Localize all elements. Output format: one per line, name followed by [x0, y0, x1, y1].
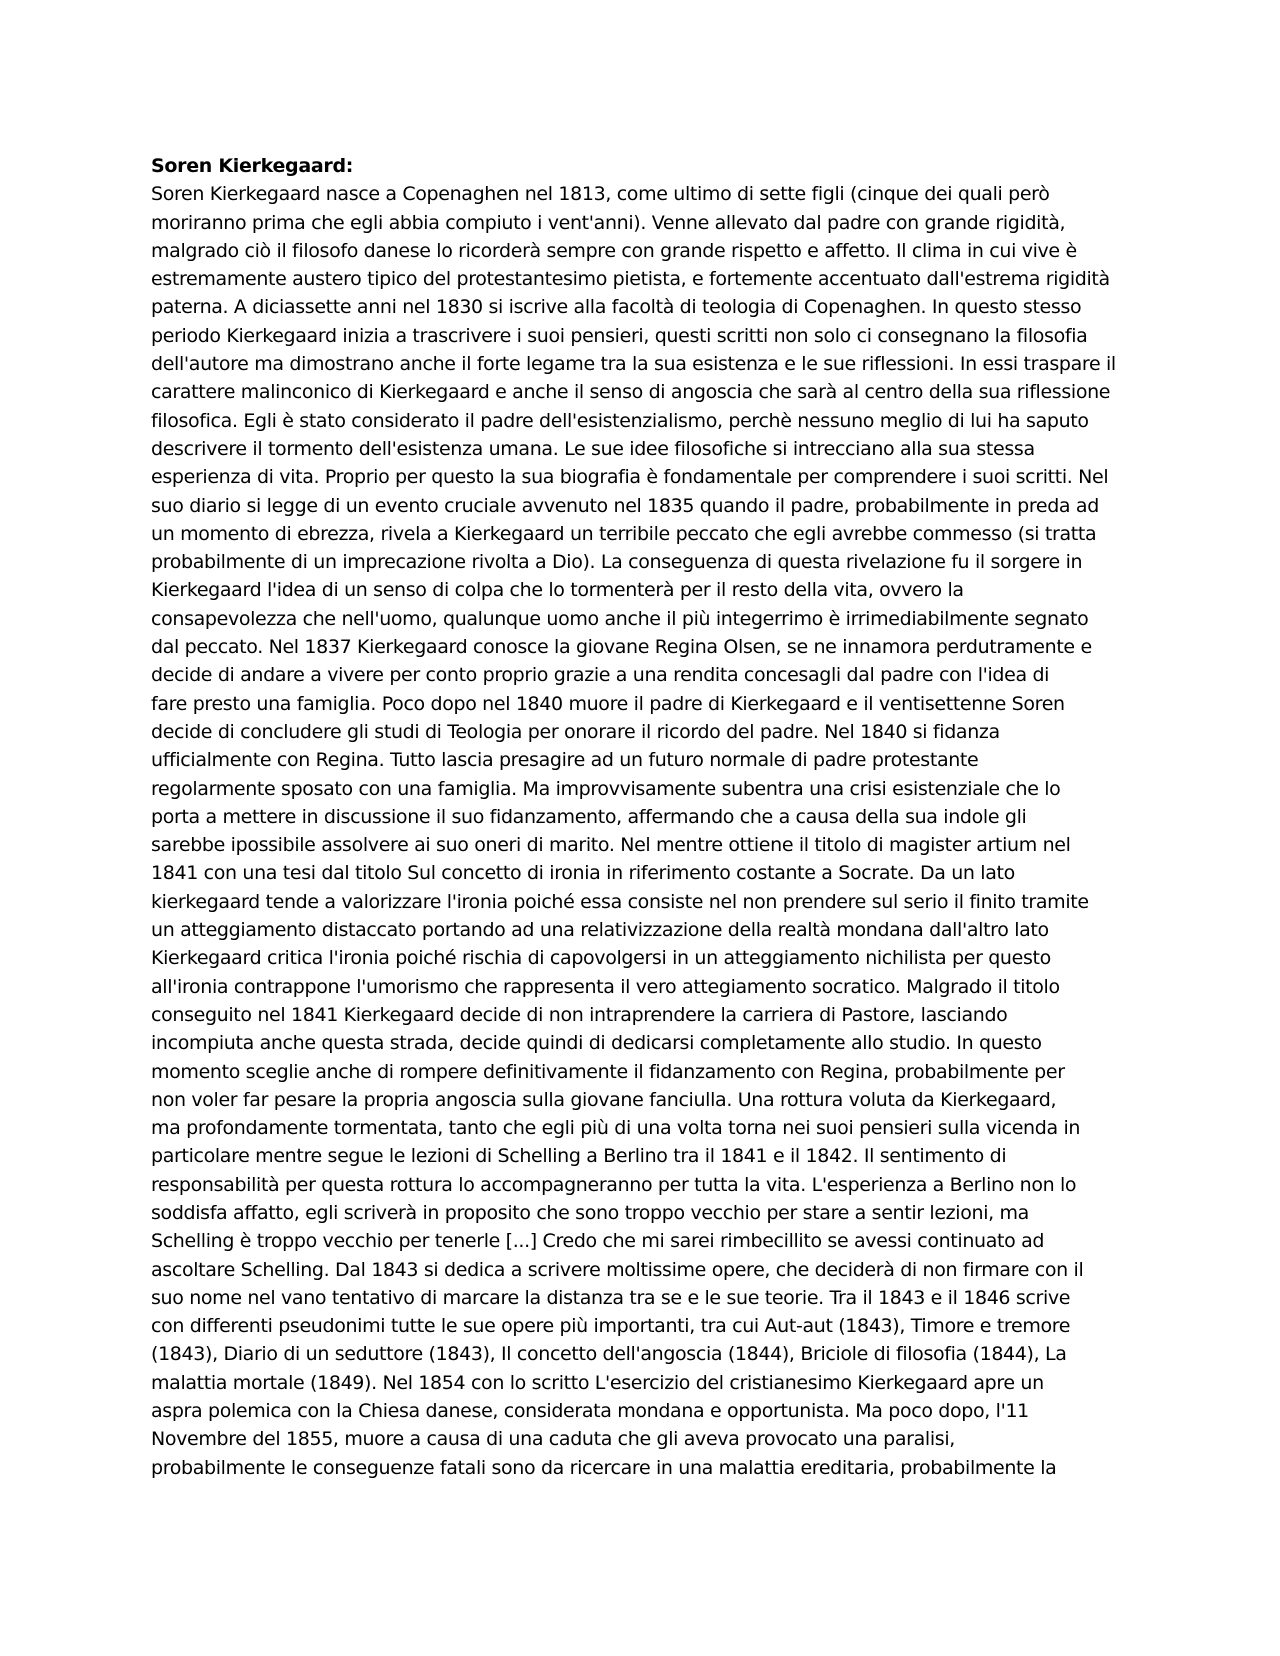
- text-line: descrivere il tormento dell'esistenza umana. Le sue idee filosofiche si intrecciano alla sua stessa: [151, 437, 1035, 460]
- text-line: un atteggiamento distaccato portando ad una relativizzazione della realtà mondana dall'altro lato: [151, 919, 1049, 942]
- text-line: malattia mortale (1849). Nel 1854 con lo scritto L'esercizio del cristianesimo Kierkegaard apre un: [151, 1371, 1044, 1394]
- text-line: dell'autore ma dimostrano anche il forte legame tra la sua esistenza e le sue riflessioni. In essi traspare il: [151, 353, 1116, 376]
- text-line: sarebbe ipossibile assolvere ai suo oneri di marito. Nel mentre ottiene il titolo di magister artium nel: [151, 834, 1071, 857]
- text-line: filosofica. Egli è stato considerato il padre dell'esistenzialismo, perchè nessuno meglio di lui ha saputo: [151, 409, 1089, 432]
- text-line: Soren Kierkegaard nasce a Copenaghen nel 1813, come ultimo di sette figli (cinque dei quali però: [151, 183, 1050, 206]
- text-line: suo diario si legge di un evento cruciale avvenuto nel 1835 quando il padre, probabilmente in preda ad: [151, 494, 1099, 517]
- text-line: conseguito nel 1841 Kierkegaard decide di non intraprendere la carriera di Pastore, lasciando: [151, 1003, 1008, 1026]
- text-line: Schelling è troppo vecchio per tenerle [...] Credo che mi sarei rimbecillito se avessi continuato ad: [151, 1230, 1045, 1253]
- document-heading: Soren Kierkegaard:: [151, 155, 354, 177]
- text-line: esperienza di vita. Proprio per questo la sua biografia è fondamentale per comprendere i suoi scritti. Nel: [151, 466, 1109, 489]
- text-line: paterna. A diciassette anni nel 1830 si iscrive alla facoltà di teologia di Copenaghen. In questo stesso: [151, 296, 1082, 319]
- text-line: aspra polemica con la Chiesa danese, considerata mondana e opportunista. Ma poco dopo, l'11: [151, 1400, 1029, 1423]
- text-line: soddisfa affatto, egli scriverà in proposito che sono troppo vecchio per stare a sentir lezioni, ma: [151, 1201, 1029, 1224]
- text-line: malgrado ciò il filosofo danese lo ricorderà sempre con grande rispetto e affetto. Il clima in cui vive è: [151, 239, 1077, 262]
- document-body: [151, 152, 1131, 1482]
- text-line: ascoltare Schelling. Dal 1843 si dedica a scrivere moltissime opere, che deciderà di non firmare con il: [151, 1258, 1084, 1281]
- text-line: porta a mettere in discussione il suo fidanzamento, affermando che a causa della sua indole gli: [151, 805, 1027, 828]
- text-line: Kierkegaard critica l'ironia poiché rischia di capovolgersi in un atteggiamento nichilista per questo: [151, 947, 1051, 970]
- text-line: consapevolezza che nell'uomo, qualunque uomo anche il più integerrimo è irrimediabilmente segnato: [151, 607, 1089, 630]
- text-line: all'ironia contrappone l'umorismo che rappresenta il vero attegiamento socratico. Malgrado il titolo: [151, 975, 1060, 998]
- text-line: un momento di ebrezza, rivela a Kierkegaard un terribile peccato che egli avrebbe commesso (si tratta: [151, 522, 1097, 545]
- text-line: kierkegaard tende a valorizzare l'ironia poiché essa consiste nel non prendere sul serio il finito tramite: [151, 890, 1089, 913]
- text-line: incompiuta anche questa strada, decide quindi di dedicarsi completamente allo studio. In questo: [151, 1032, 1042, 1055]
- text-line: non voler far pesare la propria angoscia sulla giovane fanciulla. Una rottura voluta da Kierkegaard,: [151, 1088, 1057, 1111]
- text-line: decide di concludere gli studi di Teologia per onorare il ricordo del padre. Nel 1840 si fidanza: [151, 720, 1000, 743]
- text-line: carattere malinconico di Kierkegaard e anche il senso di angoscia che sarà al centro della sua riflessione: [151, 381, 1111, 404]
- text-line: particolare mentre segue le lezioni di Schelling a Berlino tra il 1841 e il 1842. Il sentimento di: [151, 1145, 1007, 1168]
- text-line: con differenti pseudonimi tutte le sue opere più importanti, tra cui Aut-aut (1843), Timore e tremore: [151, 1315, 1071, 1338]
- text-line: probabilmente le conseguenze fatali sono da ricercare in una malattia ereditaria, probabilmente la: [151, 1456, 1057, 1479]
- text-line: (1843), Diario di un seduttore (1843), Il concetto dell'angoscia (1844), Briciole di filosofia (1844), La: [151, 1343, 1067, 1366]
- text-line: probabilmente di un imprecazione rivolta a Dio). La conseguenza di questa rivelazione fu il sorgere in: [151, 551, 1083, 574]
- text-line: ma profondamente tormentata, tanto che egli più di una volta torna nei suoi pensieri sulla vicenda in: [151, 1117, 1081, 1140]
- text-line: suo nome nel vano tentativo di marcare la distanza tra se e le sue teorie. Tra il 1843 e il 1846 scrive: [151, 1286, 1071, 1309]
- text-line: fare presto una famiglia. Poco dopo nel 1840 muore il padre di Kierkegaard e il ventisettenne Soren: [151, 692, 1065, 715]
- text-line: 1841 con una tesi dal titolo Sul concetto di ironia in riferimento costante a Socrate. Da un lato: [151, 862, 1015, 885]
- text-line: momento sceglie anche di rompere definitivamente il fidanzamento con Regina, probabilmente per: [151, 1060, 1065, 1083]
- text-line: Kierkegaard l'idea di un senso di colpa che lo tormenterà per il resto della vita, ovvero la: [151, 579, 964, 602]
- text-line: Novembre del 1855, muore a causa di una caduta che gli aveva provocato una paralisi,: [151, 1428, 955, 1451]
- text-line: decide di andare a vivere per conto proprio grazie a una rendita concesagli dal padre con l'idea di: [151, 664, 1050, 687]
- text-line: periodo Kierkegaard inizia a trascrivere i suoi pensieri, questi scritti non solo ci consegnano la filosofia: [151, 324, 1088, 347]
- paragraph: [151, 180, 1131, 1482]
- text-line: estremamente austero tipico del protestantesimo pietista, e fortemente accentuato dall'estrema rigidità: [151, 268, 1110, 291]
- text-line: regolarmente sposato con una famiglia. Ma improvvisamente subentra una crisi esistenziale che lo: [151, 777, 1061, 800]
- text-line: moriranno prima che egli abbia compiuto i vent'anni). Venne allevato dal padre con grande rigidità,: [151, 211, 1066, 234]
- text-line: dal peccato. Nel 1837 Kierkegaard conosce la giovane Regina Olsen, se ne innamora perdutramente e: [151, 636, 1092, 659]
- text-line: ufficialmente con Regina. Tutto lascia presagire ad un futuro normale di padre protestante: [151, 749, 979, 772]
- text-line: responsabilità per questa rottura lo accompagneranno per tutta la vita. L'esperienza a Berlino non lo: [151, 1173, 1077, 1196]
